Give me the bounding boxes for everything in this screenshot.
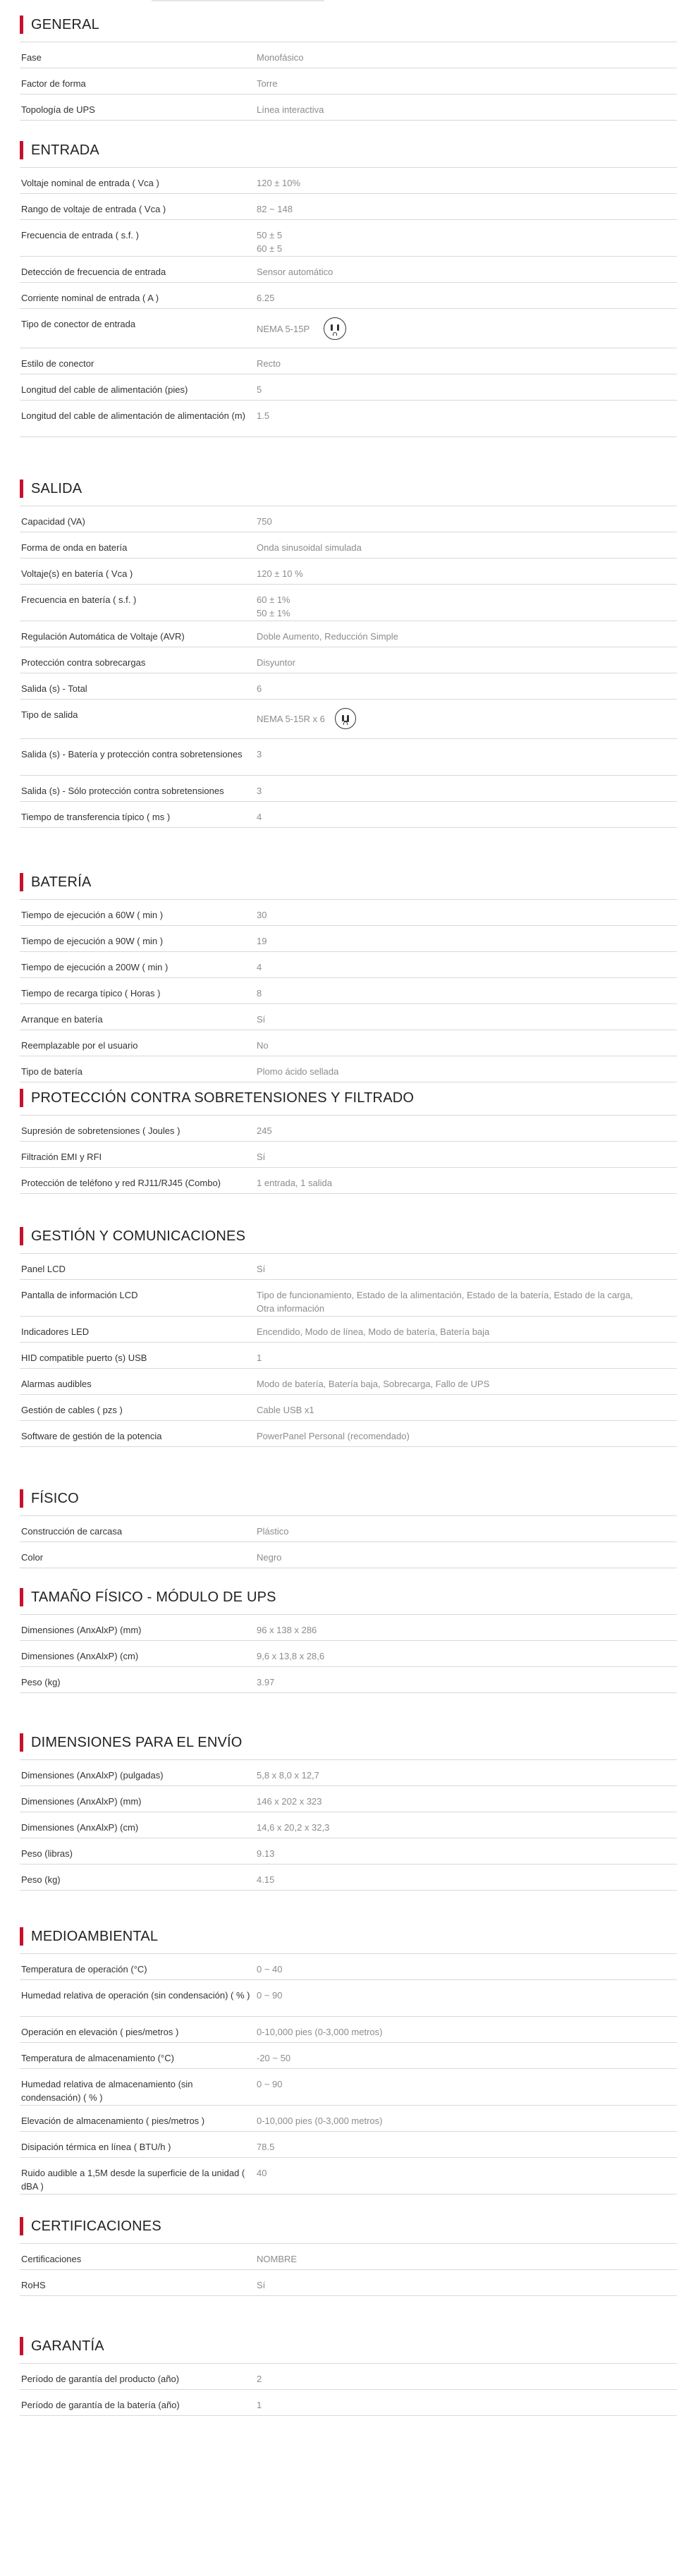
section-garantia xyxy=(20,2338,677,2410)
spec-row xyxy=(20,1168,677,1194)
spec-value-line: Sí xyxy=(257,1014,266,1025)
spec-value-line: 1 entrada, 1 salida xyxy=(257,1178,332,1188)
spec-row xyxy=(20,647,677,673)
spec-value-line: Negro xyxy=(257,1552,282,1563)
spec-label: Pantalla de información LCD xyxy=(21,1290,138,1300)
spec-value-line: 4 xyxy=(257,962,262,972)
spec-value-line: 3 xyxy=(257,749,262,759)
spec-label: Detección de frecuencia de entrada xyxy=(21,267,166,277)
section-title: CERTIFICACIONES xyxy=(20,2218,677,2235)
spec-label: Ruido audible a 1,5M desde la superficie de la unidad ( dBA ) xyxy=(21,2168,245,2192)
spec-value xyxy=(257,2077,673,2091)
spec-value xyxy=(257,1551,673,1564)
spec-table xyxy=(20,1253,677,1447)
spec-row xyxy=(20,506,677,532)
spec-label: Regulación Automática de Voltaje (AVR) xyxy=(21,631,185,642)
spec-label: Color xyxy=(21,1552,44,1563)
nema-5-15p-plug-icon xyxy=(324,317,346,340)
spec-value xyxy=(257,2372,673,2386)
section-salida xyxy=(20,480,677,822)
spec-table xyxy=(20,1515,677,1568)
spec-value-line: 40 xyxy=(257,2168,267,2178)
spec-value xyxy=(257,1429,673,1443)
spec-row xyxy=(20,194,677,220)
spec-row xyxy=(20,926,677,952)
spec-value-line: Sí xyxy=(257,2280,266,2290)
spec-row xyxy=(20,2043,677,2069)
spec-value-line: PowerPanel Personal (recomendado) xyxy=(257,1431,410,1441)
spec-value xyxy=(257,2140,673,2154)
spec-label: Salida (s) - Sólo protección contra sobretensiones xyxy=(21,786,224,796)
spec-row xyxy=(20,1615,677,1641)
section-title: GESTIÓN Y COMUNICACIONES xyxy=(20,1228,677,1245)
spec-table xyxy=(20,167,677,437)
spec-row xyxy=(20,1812,677,1838)
spec-value xyxy=(257,2114,673,2128)
spec-value-line: Plomo ácido sellada xyxy=(257,1066,339,1077)
spec-row xyxy=(20,802,677,828)
spec-label: Peso (kg) xyxy=(21,1677,61,1687)
spec-value-line: Doble Aumento, Reducción Simple xyxy=(257,631,398,642)
spec-label: Peso (libras) xyxy=(21,1848,73,1859)
spec-value-line: Recto xyxy=(257,358,281,369)
spec-value xyxy=(257,908,673,922)
spec-label: Frecuencia de entrada ( s.f. ) xyxy=(21,230,139,240)
section-entrada xyxy=(20,142,677,421)
spec-row xyxy=(20,1343,677,1369)
spec-value-line: Sí xyxy=(257,1264,266,1274)
spec-row xyxy=(20,2158,677,2195)
spec-value-line: 8 xyxy=(257,988,262,999)
spec-label: Humedad relativa de almacenamiento (sin condensación) ( % ) xyxy=(21,2079,193,2103)
spec-value xyxy=(257,228,673,255)
spec-value xyxy=(257,1525,673,1538)
section-title: DIMENSIONES PARA EL ENVÍO xyxy=(20,1734,677,1751)
spec-value xyxy=(257,77,673,90)
spec-row xyxy=(20,94,677,121)
section-tamano-fisico-modulo-de-ups xyxy=(20,1589,677,1687)
spec-label: RoHS xyxy=(21,2280,46,2290)
spec-value-line: 6 xyxy=(257,683,262,694)
spec-value xyxy=(257,1847,673,1860)
section-title: SALIDA xyxy=(20,480,677,497)
spec-value xyxy=(257,2051,673,2065)
spec-value-line: Línea interactiva xyxy=(257,104,324,115)
spec-value xyxy=(257,1821,673,1834)
spec-value xyxy=(257,747,673,761)
spec-label: Rango de voltaje de entrada ( Vca ) xyxy=(21,204,166,214)
spec-value xyxy=(257,1377,673,1391)
spec-row xyxy=(20,68,677,94)
spec-value-line: 78.5 xyxy=(257,2142,275,2152)
spec-value xyxy=(257,1623,673,1637)
spec-value xyxy=(257,103,673,116)
spec-value-line: 245 xyxy=(257,1125,272,1136)
spec-value-line: Cable USB x1 xyxy=(257,1405,314,1415)
spec-row xyxy=(20,1254,677,1280)
spec-label: Forma de onda en batería xyxy=(21,542,128,553)
spec-value xyxy=(257,708,673,729)
spec-row xyxy=(20,978,677,1004)
spec-row xyxy=(20,2364,677,2390)
spec-value xyxy=(257,567,673,580)
spec-row xyxy=(20,1838,677,1864)
spec-value-line: 1 xyxy=(257,2400,262,2410)
nema-5-15r-outlet-icon xyxy=(335,708,356,729)
spec-row xyxy=(20,348,677,374)
spec-label: Longitud del cable de alimentación de alimentación (m) xyxy=(21,410,245,421)
spec-row xyxy=(20,257,677,283)
spec-row xyxy=(20,1056,677,1082)
spec-row xyxy=(20,1004,677,1030)
spec-value-line: Monofásico xyxy=(257,52,304,63)
spec-row xyxy=(20,700,677,739)
spec-label: Dimensiones (AnxAlxP) (cm) xyxy=(21,1651,139,1661)
spec-value-line: 5 xyxy=(257,384,262,395)
spec-value xyxy=(257,409,673,422)
spec-label: Dimensiones (AnxAlxP) (cm) xyxy=(21,1822,139,1833)
spec-label: Longitud del cable de alimentación (pies) xyxy=(21,384,188,395)
spec-row xyxy=(20,2017,677,2043)
spec-label: Período de garantía de la batería (año) xyxy=(21,2400,180,2410)
spec-value-line: Tipo de funcionamiento, Estado de la alimentación, Estado de la batería, Estado de la carga, xyxy=(257,1290,633,1300)
spec-value-line: 9,6 x 13,8 x 28,6 xyxy=(257,1651,325,1661)
spec-row xyxy=(20,1280,677,1317)
spec-row xyxy=(20,1641,677,1667)
spec-row xyxy=(20,1516,677,1542)
spec-value-line: No xyxy=(257,1040,269,1051)
section-dimensiones-para-el-envio xyxy=(20,1734,677,1885)
top-divider xyxy=(152,0,324,1)
spec-value-line: Sensor automático xyxy=(257,267,333,277)
spec-label: Dimensiones (AnxAlxP) (mm) xyxy=(21,1625,142,1635)
spec-label: Filtración EMI y RFI xyxy=(21,1152,102,1162)
spec-value xyxy=(257,383,673,396)
spec-label: Tipo de batería xyxy=(21,1066,82,1077)
spec-label: Indicadores LED xyxy=(21,1326,90,1337)
spec-value xyxy=(257,1176,673,1190)
spec-value-line: 0 ~ 90 xyxy=(257,2079,283,2089)
spec-row xyxy=(20,1786,677,1812)
spec-value-line: Plástico xyxy=(257,1526,289,1537)
spec-value xyxy=(257,682,673,695)
spec-label: Período de garantía del producto (año) xyxy=(21,2374,180,2384)
spec-value xyxy=(257,541,673,554)
spec-table xyxy=(20,2243,677,2296)
section-title: FÍSICO xyxy=(20,1490,677,1507)
spec-label: Alarmas audibles xyxy=(21,1379,92,1389)
spec-value-line: 3 xyxy=(257,786,262,796)
spec-value-line: 0-10,000 pies (0-3,000 metros) xyxy=(257,2116,383,2126)
spec-value xyxy=(257,1351,673,1365)
spec-value xyxy=(257,1769,673,1782)
spec-value xyxy=(257,656,673,669)
spec-label: Operación en elevación ( pies/metros ) xyxy=(21,2027,179,2037)
section-title: ENTRADA xyxy=(20,142,677,159)
spec-row xyxy=(20,585,677,621)
spec-label: Construcción de carcasa xyxy=(21,1526,123,1537)
spec-row xyxy=(20,374,677,401)
section-fisico xyxy=(20,1490,677,1563)
spec-value xyxy=(257,2166,673,2180)
spec-row xyxy=(20,776,677,802)
spec-label: Factor de forma xyxy=(21,78,86,89)
spec-value xyxy=(257,593,673,620)
spec-label: Elevación de almacenamiento ( pies/metros ) xyxy=(21,2116,205,2126)
spec-label: Software de gestión de la potencia xyxy=(21,1431,162,1441)
spec-value-line: 96 x 138 x 286 xyxy=(257,1625,317,1635)
spec-label: Tiempo de ejecución a 200W ( min ) xyxy=(21,962,169,972)
spec-row xyxy=(20,220,677,257)
spec-value-line: 5,8 x 8,0 x 12,7 xyxy=(257,1770,319,1781)
spec-value xyxy=(257,357,673,370)
spec-row xyxy=(20,2132,677,2158)
spec-value-line: 4.15 xyxy=(257,1874,275,1885)
spec-value xyxy=(257,810,673,824)
spec-label: Tipo de salida xyxy=(21,709,78,720)
spec-row xyxy=(20,1116,677,1142)
spec-label: Tiempo de ejecución a 90W ( min ) xyxy=(21,936,164,946)
spec-value-line: 19 xyxy=(257,936,267,946)
spec-value xyxy=(257,2025,673,2039)
spec-value-line: Otra información xyxy=(257,1303,325,1314)
spec-row xyxy=(20,952,677,978)
spec-row xyxy=(20,1954,677,1980)
spec-label: Reemplazable por el usuario xyxy=(21,1040,138,1051)
spec-value-line: 60 ± 1% xyxy=(257,594,290,605)
spec-label: Estilo de conector xyxy=(21,358,94,369)
spec-row xyxy=(20,1864,677,1891)
spec-row xyxy=(20,168,677,194)
spec-value xyxy=(257,630,673,643)
spec-label: Voltaje(s) en batería ( Vca ) xyxy=(21,568,133,579)
spec-row xyxy=(20,1667,677,1693)
spec-label: Panel LCD xyxy=(21,1264,66,1274)
section-general xyxy=(20,16,677,115)
spec-label: Fase xyxy=(21,52,42,63)
spec-value xyxy=(257,1150,673,1164)
spec-label: Protección de teléfono y red RJ11/RJ45 (Combo) xyxy=(21,1178,221,1188)
spec-value-line: 0-10,000 pies (0-3,000 metros) xyxy=(257,2027,383,2037)
spec-value xyxy=(257,1873,673,1886)
spec-value-line: Encendido, Modo de línea, Modo de batería, Batería baja xyxy=(257,1326,490,1337)
spec-value-line: 50 ± 5 xyxy=(257,230,283,240)
section-title: GARANTÍA xyxy=(20,2338,677,2355)
spec-row xyxy=(20,1369,677,1395)
spec-table xyxy=(20,506,677,828)
spec-value xyxy=(257,1989,673,2002)
spec-value-line: Onda sinusoidal simulada xyxy=(257,542,362,553)
spec-value-text: NEMA 5-15P xyxy=(257,323,310,334)
section-bateria xyxy=(20,874,677,1077)
spec-row xyxy=(20,739,677,776)
section-title: TAMAÑO FÍSICO - MÓDULO DE UPS xyxy=(20,1589,677,1606)
spec-table xyxy=(20,1115,677,1194)
spec-value xyxy=(257,1962,673,1976)
section-certificaciones xyxy=(20,2218,677,2290)
section-title: MEDIOAMBIENTAL xyxy=(20,1928,677,1945)
spec-value-line: 9.13 xyxy=(257,1848,275,1859)
spec-label: Temperatura de operación (°C) xyxy=(21,1964,147,1974)
spec-value-line: 0 ~ 90 xyxy=(257,1990,283,2001)
spec-label: Dimensiones (AnxAlxP) (mm) xyxy=(21,1796,142,1807)
spec-value xyxy=(257,515,673,528)
spec-label: Certificaciones xyxy=(21,2254,82,2264)
spec-row xyxy=(20,2106,677,2132)
spec-row xyxy=(20,1030,677,1056)
spec-value-line: 4 xyxy=(257,812,262,822)
spec-label: Voltaje nominal de entrada ( Vca ) xyxy=(21,178,159,188)
spec-value-line: 6.25 xyxy=(257,293,275,303)
spec-row xyxy=(20,1760,677,1786)
spec-value xyxy=(257,1262,673,1276)
spec-value xyxy=(257,2398,673,2412)
spec-row xyxy=(20,558,677,585)
spec-value-line: -20 ~ 50 xyxy=(257,2053,291,2063)
spec-label: Corriente nominal de entrada ( A ) xyxy=(21,293,159,303)
spec-label: Topología de UPS xyxy=(21,104,95,115)
spec-value xyxy=(257,1325,673,1338)
spec-row xyxy=(20,2390,677,2416)
spec-value xyxy=(257,960,673,974)
section-proteccion-contra-sobretensiones-y-filtrado xyxy=(20,1089,677,1188)
section-title: BATERÍA xyxy=(20,874,677,891)
spec-value xyxy=(257,934,673,948)
spec-row xyxy=(20,309,677,348)
spec-label: Capacidad (VA) xyxy=(21,516,85,527)
spec-value-line: 14,6 x 20,2 x 32,3 xyxy=(257,1822,330,1833)
spec-label: HID compatible puerto (s) USB xyxy=(21,1353,147,1363)
section-title: GENERAL xyxy=(20,16,677,33)
spec-value-line: Sí xyxy=(257,1152,266,1162)
spec-label: Tiempo de ejecución a 60W ( min ) xyxy=(21,910,164,920)
spec-table xyxy=(20,1953,677,2195)
spec-value-text: NEMA 5-15R x 6 xyxy=(257,713,325,724)
spec-value-line: 750 xyxy=(257,516,272,527)
spec-value-line: Torre xyxy=(257,78,278,89)
spec-value-line: 60 ± 5 xyxy=(257,243,283,254)
spec-value-line: 146 x 202 x 323 xyxy=(257,1796,322,1807)
spec-value-line: 0 ~ 40 xyxy=(257,1964,283,1974)
spec-label: Humedad relativa de operación (sin condensación) ( % ) xyxy=(21,1990,250,2001)
spec-row xyxy=(20,401,677,437)
spec-value xyxy=(257,1065,673,1078)
spec-table xyxy=(20,1759,677,1891)
spec-row xyxy=(20,283,677,309)
spec-row xyxy=(20,1421,677,1447)
spec-row xyxy=(20,1542,677,1568)
spec-value xyxy=(257,1649,673,1663)
spec-table xyxy=(20,899,677,1082)
spec-row xyxy=(20,2244,677,2270)
spec-value xyxy=(257,202,673,216)
spec-value xyxy=(257,1403,673,1417)
spec-value xyxy=(257,2252,673,2266)
spec-value-line: Modo de batería, Batería baja, Sobrecarga, Fallo de UPS xyxy=(257,1379,490,1389)
spec-value xyxy=(257,1675,673,1689)
spec-label: Peso (kg) xyxy=(21,1874,61,1885)
spec-value xyxy=(257,176,673,190)
spec-row xyxy=(20,532,677,558)
spec-value xyxy=(257,2278,673,2292)
spec-label: Dimensiones (AnxAlxP) (pulgadas) xyxy=(21,1770,164,1781)
spec-row xyxy=(20,2270,677,2296)
spec-value xyxy=(257,987,673,1000)
spec-row xyxy=(20,1395,677,1421)
spec-row xyxy=(20,42,677,68)
spec-label: Salida (s) - Total xyxy=(21,683,87,694)
spec-row xyxy=(20,2069,677,2106)
spec-label: Tiempo de transferencia típico ( ms ) xyxy=(21,812,171,822)
spec-value xyxy=(257,317,673,340)
section-gestion-y-comunicaciones xyxy=(20,1228,677,1441)
spec-value-line: 50 ± 1% xyxy=(257,608,290,618)
spec-value-line: Disyuntor xyxy=(257,657,295,668)
spec-value xyxy=(257,51,673,64)
spec-row xyxy=(20,1980,677,2017)
spec-value-line: 30 xyxy=(257,910,267,920)
spec-label: Gestión de cables ( pzs ) xyxy=(21,1405,123,1415)
spec-value xyxy=(257,1013,673,1026)
spec-value-line: 120 ± 10 % xyxy=(257,568,303,579)
spec-value xyxy=(257,784,673,798)
spec-value xyxy=(257,1288,673,1315)
spec-table xyxy=(20,1614,677,1693)
spec-label: Protección contra sobrecargas xyxy=(21,657,146,668)
spec-value-line: 2 xyxy=(257,2374,262,2384)
spec-label: Supresión de sobretensiones ( Joules ) xyxy=(21,1125,180,1136)
spec-value xyxy=(257,1039,673,1052)
spec-label: Salida (s) - Batería y protección contra sobretensiones xyxy=(21,749,243,759)
spec-label: Tipo de conector de entrada xyxy=(21,319,136,329)
section-medioambiental xyxy=(20,1928,677,2192)
spec-label: Frecuencia en batería ( s.f. ) xyxy=(21,594,137,605)
spec-value-line: 1 xyxy=(257,1353,262,1363)
spec-label: Arranque en batería xyxy=(21,1014,103,1025)
spec-table xyxy=(20,2363,677,2416)
spec-label: Disipación térmica en línea ( BTU/h ) xyxy=(21,2142,171,2152)
spec-value-line: 82 ~ 148 xyxy=(257,204,293,214)
spec-label: Temperatura de almacenamiento (°C) xyxy=(21,2053,174,2063)
spec-label: Tiempo de recarga típico ( Horas ) xyxy=(21,988,161,999)
section-title: PROTECCIÓN CONTRA SOBRETENSIONES Y FILTRADO xyxy=(20,1089,677,1106)
spec-row xyxy=(20,621,677,647)
spec-value xyxy=(257,291,673,305)
spec-value-line: 1.5 xyxy=(257,410,270,421)
spec-row xyxy=(20,1317,677,1343)
spec-row xyxy=(20,673,677,700)
spec-value xyxy=(257,1795,673,1808)
spec-value-line: NOMBRE xyxy=(257,2254,298,2264)
spec-table xyxy=(20,42,677,121)
spec-value xyxy=(257,1124,673,1137)
spec-row xyxy=(20,900,677,926)
spec-value-line: 120 ± 10% xyxy=(257,178,301,188)
spec-value-line: 3.97 xyxy=(257,1677,275,1687)
spec-value xyxy=(257,265,673,279)
spec-row xyxy=(20,1142,677,1168)
